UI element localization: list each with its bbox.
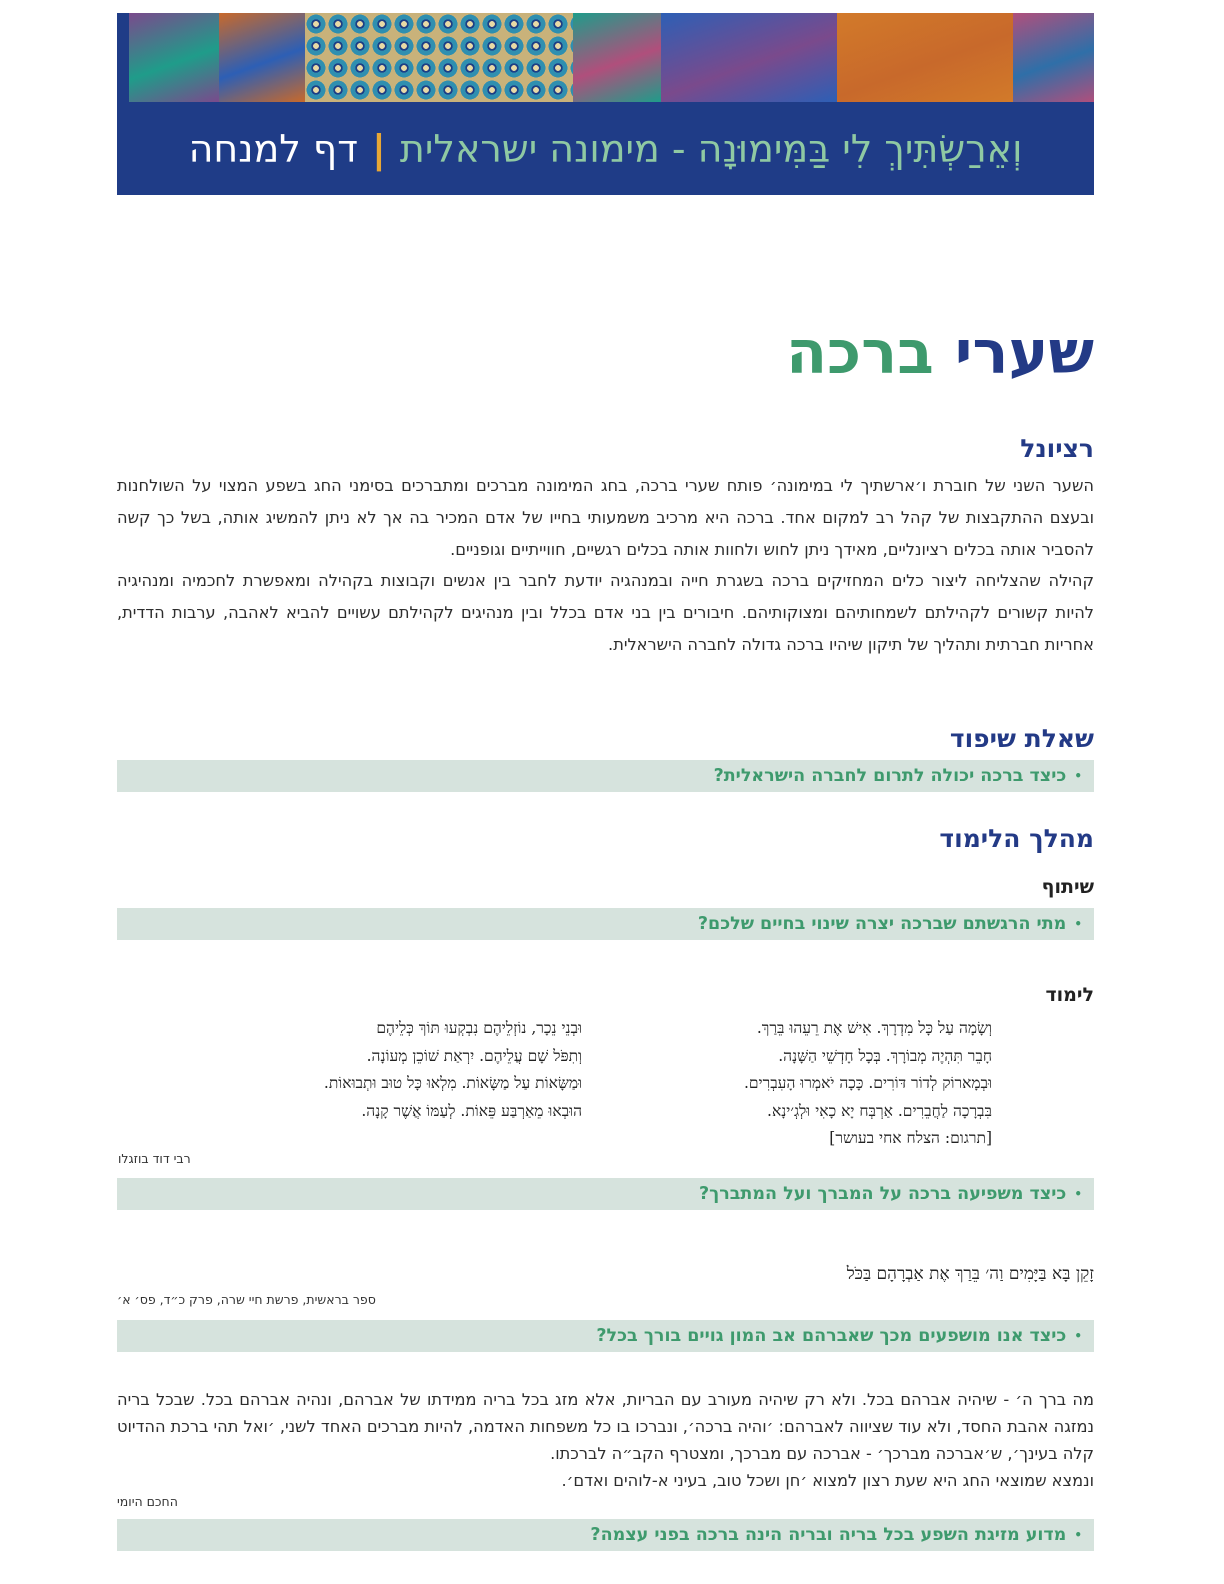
photo-slippers xyxy=(573,13,661,102)
torah-verse: זָקֵן בָּא בַּיָּמִים וַה׳ בֵּרַךְ אֶת אַבְרָהָם בַּכֹּל xyxy=(846,1264,1094,1284)
rationale-paragraph-1: השער השני של חוברת ו׳ארשתיך לי במימונה׳ פותח שערי ברכה, בחג המימונה מברכים ומתברכים בסימני החג בשפע המצוי על השולחנות ובעצם ההתקבצות של קהל רב למקום אחד. ברכה היא מרכיב משמעותי בחייו של אדם המכיר בה אך לא ניתן להמשיג אותה, בשל כך קשה להסביר אותה בכלים רציונליים, מאידך ניתן לחוש ולחוות אותה בכלים רגשיים, חווייתיים וגופניים. xyxy=(117,476,1094,559)
poem-line: חָבֵר תִּהְיֶה מְבוֹרָךְ. בְּכָל חָדְשֵׁי הַשָּׁנָה. xyxy=(778,1046,992,1065)
rationale-heading: רציונל xyxy=(1020,434,1094,463)
sharing-heading: שיתוף xyxy=(1041,876,1094,898)
rationale-paragraph-2: קהילה שהצליחה ליצור כלים המחזיקים ברכה בשגרת חייה ובמנהגיה יודעת לחבר בין אנשים וקבוצות בקהילה ומאפשרת לחכמיה ומנהיגיה להיות קשורים לקהילתם לשמחותיהם ומצוקותיהם. חיבורים בין בני אדם בכלל ובין מנהיגים לקהילתם עשויים להביא לאהבה, ערבות הדדית, אחריות חברתית ותהליך של תיקון שיהיו ברכה גדולה לחברה הישראלית. xyxy=(117,571,1094,654)
photo-lanterns xyxy=(129,13,219,102)
poem-line: בִּבְרָכָה לַחֲבֵרִים. אַרְבְּח יָא כָאִי וּלְגְ׳ינָא. xyxy=(767,1101,992,1120)
bullet-icon: • xyxy=(1074,769,1082,783)
banner-title-separator: | xyxy=(371,126,386,171)
poem-line: וְתִפֹּל שָׁם עֲלֵיהֶם. יִרְאַת שׁוֹכֵן מְעוֹנָה. xyxy=(366,1046,582,1065)
question-3: מדוע מזיגת השפע בכל בריה ובריה הינה ברכה בפני עצמה? xyxy=(590,1525,1067,1545)
course-heading: מהלך הלימוד xyxy=(939,824,1094,853)
question-3-bar xyxy=(117,1519,1094,1551)
commentary-paragraph-1: מה ברך ה׳ - שיהיה אברהם בכל. ולא רק שיהיה מעורב עם הבריות, אלא מזג בכל בריה ממידתו של אברהם, ונהיה אברהם בכל. שבכל בריה נמזגה אהבת החסד, ולא עוד שציווה לאברהם: ׳והיה ברכה׳, ונברכו בו כל משפחות האדמה, להיות מברכים האחד לשני, ׳ואל תהי ברכת ההדיוט קלה בעינך׳, ש׳אברכה מברכך׳ - אברכה עם מברכך, ומצטרף הקב״ה לברכתו. xyxy=(117,1390,1094,1463)
page-title-word-2: ברכה xyxy=(785,318,934,388)
commentary-paragraph-2: ונמצא שמוצאי החג היא שעת רצון למצוא ׳חן ושכל טוב, בעיני א-לוהים ואדם׳. xyxy=(561,1471,1094,1490)
poem-translation: [תרגום: הצלח אחי בעושר] xyxy=(829,1129,992,1147)
refining-heading: שאלת שיפוד xyxy=(949,724,1094,753)
header-banner xyxy=(117,13,1094,195)
bullet-icon: • xyxy=(1074,1528,1082,1542)
commentary-credit: החכם היומי xyxy=(117,1494,178,1509)
page-title xyxy=(786,318,1094,388)
photo-sunset-square xyxy=(837,13,1013,102)
study-heading: לימוד xyxy=(1045,984,1094,1006)
photo-mosaic xyxy=(305,13,573,102)
banner-title-main: וְאֵרַשְׂתִּיךְ לִי בַּמִּימוּנָה - מימונה ישראלית xyxy=(399,126,1023,171)
sharing-question-bar xyxy=(117,908,1094,940)
question-2: כיצד אנו מושפעים מכך שאברהם אב המון גויים בורך בכל? xyxy=(596,1326,1067,1346)
question-1: כיצד משפיעה ברכה על המברך ועל המתברך? xyxy=(698,1184,1067,1204)
poem-right-column xyxy=(744,1015,992,1153)
photo-blue-alley xyxy=(661,13,837,102)
bullet-icon: • xyxy=(1074,1329,1082,1343)
poem-line: וּמַשָּׂאוֹת עַל מַשָּׂאוֹת. מִלְאוּ כָּל טוּב וּתְבוּאוֹת. xyxy=(323,1074,582,1092)
poem-line: וְשָׂמָה עַל כָּל מִדְרָךְ. אִישׁ אֶת רֵעֵהוּ בֵּרַךְ. xyxy=(756,1019,992,1037)
bullet-icon: • xyxy=(1074,917,1082,931)
photo-candies xyxy=(1013,13,1094,102)
question-2-bar xyxy=(117,1320,1094,1352)
verse-source: ספר בראשית, פרשת חיי שרה, פרק כ״ד, פס׳ א׳ xyxy=(117,1292,376,1307)
bullet-icon: • xyxy=(1074,1187,1082,1201)
refining-question-bar xyxy=(117,760,1094,792)
poem-left-column xyxy=(324,1015,582,1125)
poem-credit: רבי דוד בוזגלו xyxy=(118,1151,191,1166)
banner-title xyxy=(117,102,1094,195)
sharing-question: מתי הרגשתם שברכה יצרה שינוי בחיים שלכם? xyxy=(697,914,1067,934)
question-1-bar xyxy=(117,1178,1094,1210)
commentary-text xyxy=(117,1386,1094,1494)
photo-strip xyxy=(129,13,1094,102)
poem-line: וּבְמָארוֹק לְדוֹר דּוֹרִים. כָּכָה יֹאמְרוּ הָעִבְרִים. xyxy=(743,1074,992,1092)
refining-question: כיצד ברכה יכולה לתרום לחברה הישראלית? xyxy=(713,766,1067,786)
poem-line: הוּבְאוּ מֵאַרְבַּע פֵּאוֹת. לְעַמּוֹ אֲשֶׁר קָנָה. xyxy=(361,1101,582,1120)
rationale-text xyxy=(117,470,1094,661)
page-title-word-1: שערי xyxy=(954,318,1094,388)
banner-title-sub: דף למנחה xyxy=(188,126,358,171)
poem-line: וּבְנֵי נֵכָר, נוֹזְלֵיהֶם נִבְקְעוּ תּוֹךְ כְּלֵיהֶם xyxy=(376,1019,582,1037)
photo-kasbah xyxy=(219,13,305,102)
